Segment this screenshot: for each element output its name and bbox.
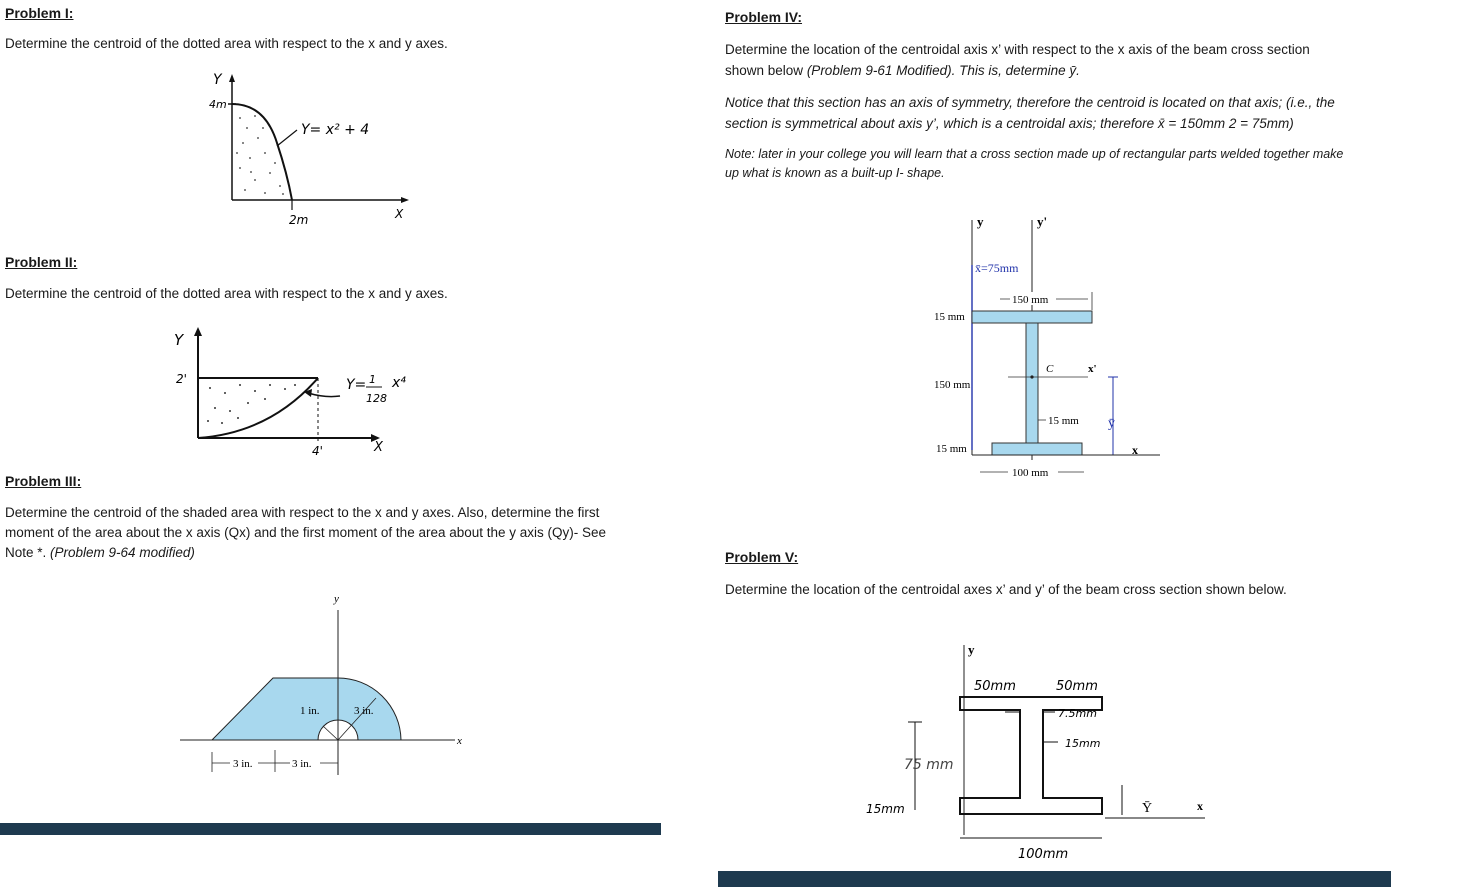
figure-problem-2 (170, 323, 430, 458)
svg-text:15 mm: 15 mm (934, 311, 965, 323)
svg-text:50mm: 50mm (1056, 679, 1098, 694)
fig2-x-axis-label: X (374, 440, 383, 455)
figure-problem-5 (860, 640, 1210, 865)
problem-5-heading: Problem V: (725, 549, 799, 565)
svg-text:150 mm: 150 mm (1012, 294, 1049, 306)
svg-text:75 mm: 75 mm (904, 757, 954, 773)
svg-text:150 mm: 150 mm (934, 379, 971, 391)
svg-text:x: x (1132, 443, 1138, 457)
fig4-web (1026, 323, 1038, 443)
fig1-x-tick: 2m (289, 213, 309, 227)
fig2-y-tick: 2' (176, 372, 187, 386)
problem-4-note-3: Note: later in your college you will learn that a cross section made up of rectangular parts welded together make (725, 147, 1344, 161)
svg-text:50mm: 50mm (974, 679, 1016, 694)
svg-text:15mm: 15mm (1065, 737, 1101, 750)
fig1-curve-label: Y= x² + 4 (301, 122, 370, 138)
problem-3-line-2: moment of the area about the x axis (Qx) and the first moment of the area about the y axis (Qy)- See (5, 525, 607, 540)
problem-4-note-2: section is symmetrical about axis y’, which is a centroidal axis; therefore x̄ = 150mm 2 = 75mm) (725, 116, 1294, 131)
svg-text:100mm: 100mm (1018, 847, 1069, 862)
fig4-top-flange (972, 311, 1092, 323)
svg-text:3 in.: 3 in. (292, 758, 312, 770)
svg-text:3 in.: 3 in. (354, 705, 374, 717)
svg-text:y: y (968, 642, 975, 657)
svg-text:15 mm: 15 mm (936, 443, 967, 455)
svg-text:Ȳ: Ȳ (1142, 801, 1153, 816)
problem-2-heading: Problem II: (5, 254, 78, 270)
fig2-y-axis-label: Y (174, 331, 184, 349)
fig4-bottom-flange (992, 443, 1082, 455)
svg-text:ȳ: ȳ (1108, 416, 1115, 431)
svg-text:y: y (334, 593, 339, 605)
left-footer-bar (0, 823, 661, 835)
fig1-curve (232, 104, 292, 200)
svg-text:1: 1 (369, 373, 376, 386)
svg-text:128: 128 (366, 392, 387, 405)
problem-4-note-1: Notice that this section has an axis of symmetry, therefore the centroid is located on that axis; (i.e., the (725, 95, 1335, 110)
fig2-curve-exponent: x⁴ (392, 375, 406, 391)
svg-text:y': y' (1037, 214, 1048, 229)
fig2-x-tick: 4' (312, 444, 323, 458)
svg-text:x̄=75mm: x̄=75mm (975, 261, 1019, 275)
svg-text:15 mm: 15 mm (1048, 415, 1079, 427)
svg-text:15mm: 15mm (866, 802, 905, 816)
problem-4-line-1: Determine the location of the centroidal axis x’ with respect to the x axis of the beam cross section (725, 42, 1310, 57)
svg-text:C: C (1046, 363, 1054, 375)
problem-4-note-4: up what is known as a built-up I- shape. (725, 166, 945, 180)
problem-1-heading: Problem I: (5, 5, 74, 21)
svg-text:3 in.: 3 in. (233, 758, 253, 770)
problem-4-heading: Problem IV: (725, 9, 803, 25)
svg-text:x: x (457, 735, 462, 747)
fig1-dots (236, 115, 284, 195)
fig1-y-tick: 4m (209, 98, 227, 111)
fig1-y-axis-label: Y (213, 72, 222, 88)
figure-problem-4 (928, 210, 1188, 485)
problem-4-line-2: shown below (Problem 9-61 Modified). This is, determine ȳ. (725, 63, 1080, 78)
svg-text:7.5mm: 7.5mm (1058, 707, 1097, 720)
right-footer-bar (718, 871, 1391, 887)
problem-5-text: Determine the location of the centroidal axes x’ and y’ of the beam cross section shown below. (725, 582, 1287, 597)
svg-text:y: y (977, 214, 984, 229)
problem-2-text: Determine the centroid of the dotted area with respect to the x and y axes. (5, 286, 448, 301)
svg-text:Y=: Y= (346, 377, 367, 393)
problem-3-line-1: Determine the centroid of the shaded area with respect to the x and y axes. Also, determine the first (5, 505, 600, 520)
fig1-x-axis-label: X (395, 207, 404, 221)
svg-text:1 in.: 1 in. (300, 705, 320, 717)
problem-3-line-3: Note *. (Problem 9-64 modified) (5, 545, 195, 560)
svg-text:100 mm: 100 mm (1012, 467, 1049, 479)
problem-3-heading: Problem III: (5, 473, 82, 489)
svg-text:x: x (1197, 799, 1203, 813)
figure-problem-1 (195, 68, 415, 228)
figure-problem-3 (180, 590, 480, 780)
svg-text:x': x' (1088, 363, 1097, 375)
problem-1-text: Determine the centroid of the dotted area with respect to the x and y axes. (5, 36, 448, 51)
